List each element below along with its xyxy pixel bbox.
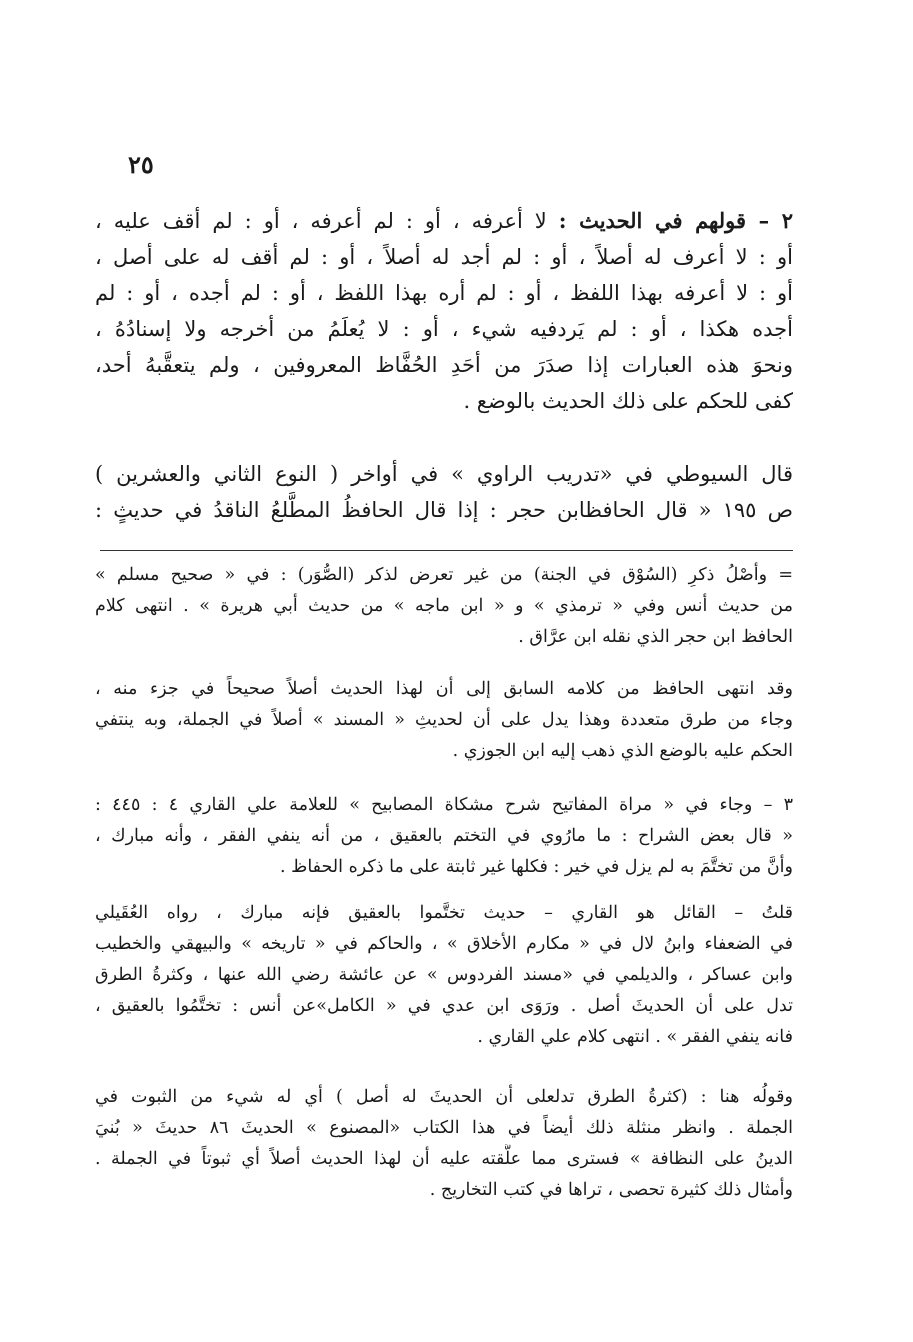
footnote-line: وابن عساكر ، والديلمي في «مسند الفردوس » عن عائشة رضي الله عنها ، وكثرةُ الطرق [95,965,793,985]
footnote-line: = وأصْلُ ذكرِ (السُوْق في الجنة) من غير تعرض لذكر (الصُّوَر) : في « صحيح مسلم » [95,565,793,585]
footnote-line: الحكم عليه بالوضع الذي ذهب إليه ابن الجوزي . [452,741,793,761]
footnote-line: تدل على أن الحديثَ أصل . ورَوَى ابن عدي في « الكامل»عن أنس : تختَّمُوا بالعقيق ، [95,996,793,1016]
footnote-separator-rule [100,550,793,551]
footnote-line: في الضعفاء وابنُ لال في « مكارم الأخلاق » ، والحاكم في « تاريخه » والبيهقي والخطيب [95,934,793,954]
suyuti-line: قال السيوطي في «تدريب الراوي » في أواخر ( النوع الثاني والعشرين ) [95,462,793,486]
footnote-paragraph-3 [95,790,793,883]
section-2-line: أو : لا أعرفه بهذا اللفظ ، أو : لم أره بهذا اللفظ ، أو : لم أجده ، أو : لم [95,281,793,305]
footnote-line: وأنَّ من تختَّمَ به لم يزل في خير : فكلها غير ثابتة على ما ذكره الحفاظ . [280,857,793,877]
section-2-line: ٢ – قولهم في الحديث : لا أعرفه ، أو : لم أعرفه ، أو : لم أقف عليه ، [95,208,793,233]
footnote-paragraph-4 [95,898,793,1053]
footnote-line: وقولُه هنا : (كثرةُ الطرق تدلعلى أن الحديثَ له أصل ) أي له شيء من الثبوت في [95,1087,793,1107]
section-2-heading: ٢ – قولهم في الحديث : [558,208,793,233]
footnote-line: الحافظ ابن حجر الذي نقله ابن عرَّاق . [518,627,793,647]
section-2-line: أجده هكذا ، أو : لم يَردفيه شيء ، أو : لا يُعلَمُ من أخرجه ولا إسنادُهُ ، [95,317,793,341]
footnote-line: فانه ينفي الفقر » . انتهى كلام علي القاري . [477,1027,793,1047]
footnote-line: وجاء من طرق متعددة وهذا يدل على أن لحديثِ « المسند » أصلاً في الجملة، وبه ينتفي [95,710,793,730]
page-number: ٢٥ [128,150,154,179]
footnote-line: الدينُ على النظافة » فسترى مما علَّقته عليه أن لهذا الحديث أصلاً أي ثبوتاً في الجملة . [95,1149,793,1169]
footnote-line: « قال بعض الشراح : ما مارُوي في التختم بالعقيق ، من أنه ينفي الفقر ، وأنه مبارك ، [95,826,793,846]
section-2-line: كفى للحكم على ذلك الحديث بالوضع . [463,389,793,413]
footnote-paragraph-1 [95,560,793,653]
suyuti-quote-paragraph [95,456,793,528]
footnote-line: الجملة . وانظر منثلة ذلك أيضاً في هذا الكتاب «المصنوع » الحديثَ ٨٦ حديثَ « بُنيَ [95,1118,793,1138]
footnote-paragraph-5 [95,1082,793,1206]
section-2-line: أو : لا أعرف له أصلاً ، أو : لم أجد له أصلاً ، أو : لم أقف له على أصل ، [95,245,793,269]
footnote-line: ٣ – وجاء في « مراة المفاتيح شرح مشكاة المصابيح » للعلامة علي القاري ٤ : ٤٤٥ : [95,795,793,815]
footnote-line: وقد انتهى الحافظ من كلامه السابق إلى أن لهذا الحديث أصلاً صحيحاً في جزء منه ، [95,679,793,699]
section-2-paragraph [95,203,793,419]
footnote-line: وأمثال ذلك كثيرة تحصى ، تراها في كتب التخاريج . [429,1180,793,1200]
suyuti-line: ص ١٩٥ « قال الحافظابن حجر : إذا قال الحافظُ المطَّلعُ الناقدُ في حديثٍ : [95,498,793,522]
footnote-paragraph-2 [95,674,793,767]
footnote-line: من حديث أنس وفي « ترمذي » و « ابن ماجه » من حديث أبي هريرة » . انتهى كلام [95,596,793,616]
section-2-line: ونحوَ هذه العبارات إذا صدَرَ من أحَدِ الحُفَّاظ المعروفين ، ولم يتعقَّبهُ أحد، [95,353,793,377]
footnote-line: قلتُ – القائل هو القاري – حديث تختَّموا بالعقيق فإنه مبارك ، رواه العُقَيلي [95,903,793,923]
